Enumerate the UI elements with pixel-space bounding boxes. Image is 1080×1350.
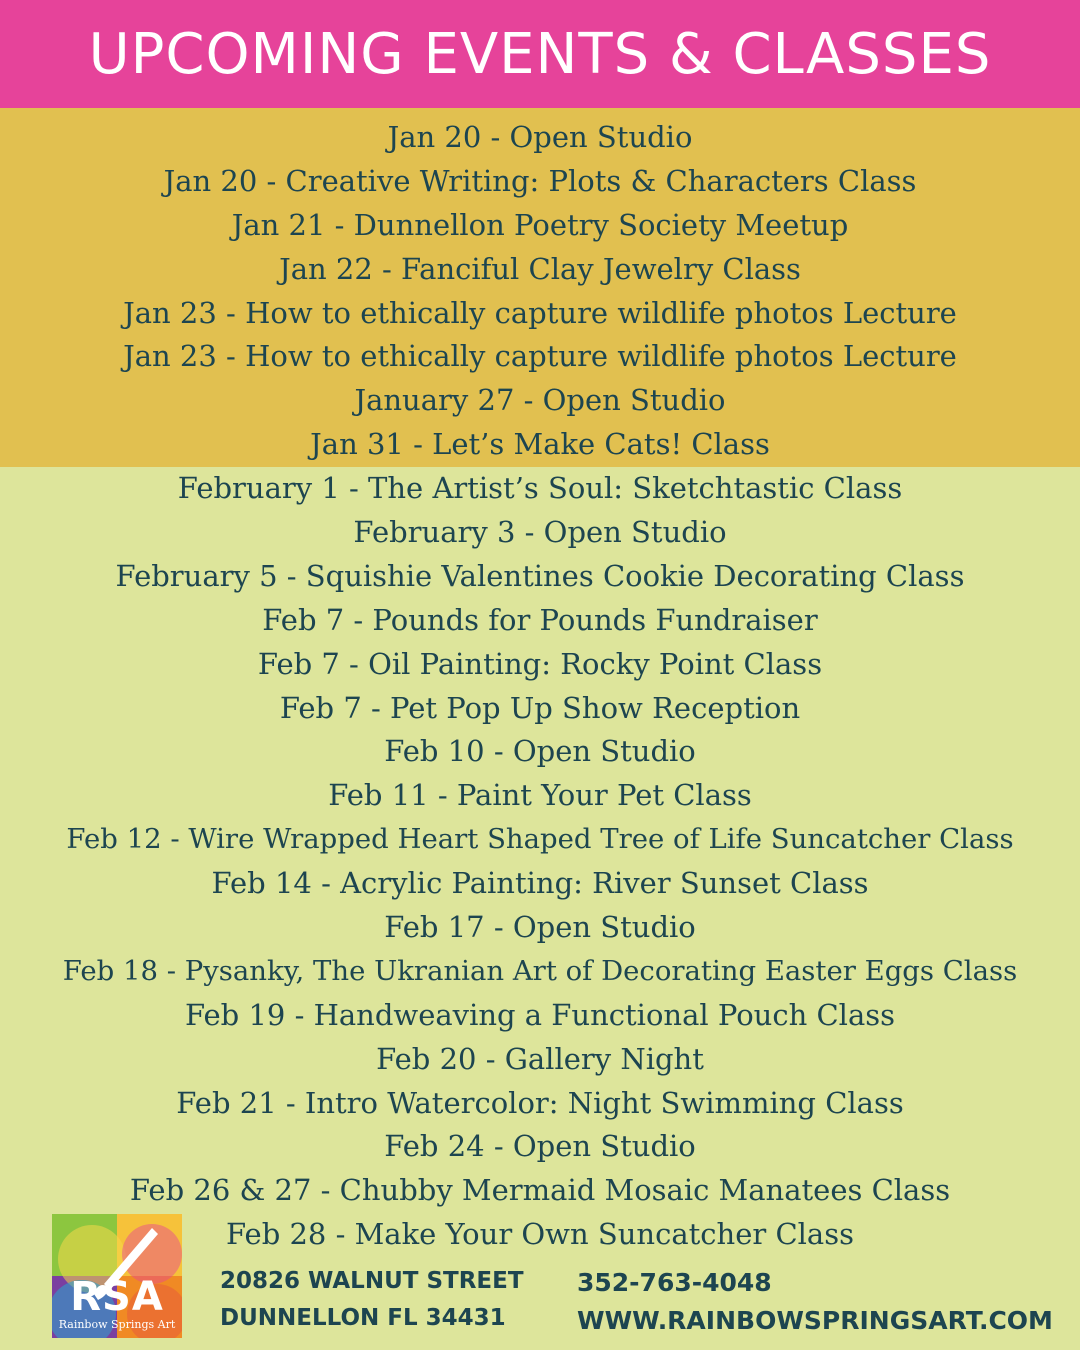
event-item: Jan 21 - Dunnellon Poetry Society Meetup xyxy=(231,207,849,242)
event-item: Jan 23 - How to ethically capture wildlife photos Lecture xyxy=(123,339,957,374)
event-item: Jan 22 - Fanciful Clay Jewelry Class xyxy=(279,251,801,286)
event-item: Feb 7 - Pounds for Pounds Fundraiser xyxy=(262,602,818,637)
event-item: Feb 26 & 27 - Chubby Mermaid Mosaic Manatees Class xyxy=(129,1173,951,1208)
address-line-1: 20826 WALNUT STREET xyxy=(220,1268,524,1294)
event-item: Feb 7 - Pet Pop Up Show Reception xyxy=(279,690,801,725)
event-item: Feb 19 - Handweaving a Functional Pouch Class xyxy=(184,997,896,1032)
event-item: January 27 - Open Studio xyxy=(354,383,726,418)
event-item: Feb 17 - Open Studio xyxy=(384,910,696,945)
event-item: Feb 10 - Open Studio xyxy=(384,734,696,769)
event-item: Feb 28 - Make Your Own Suncatcher Class xyxy=(226,1217,854,1252)
event-item: Jan 31 - Let’s Make Cats! Class xyxy=(310,427,770,462)
event-item: February 5 - Squishie Valentines Cookie Decorating Class xyxy=(115,558,965,593)
event-item: Feb 18 - Pysanky, The Ukranian Art of Decorating Easter Eggs Class xyxy=(62,954,1018,987)
website-link[interactable]: WWW.RAINBOWSPRINGSART.COM xyxy=(577,1306,1053,1335)
phone-number[interactable]: 352-763-4048 xyxy=(577,1268,772,1297)
events-list xyxy=(0,115,1080,1256)
event-item: Feb 12 - Wire Wrapped Heart Shaped Tree of Life Suncatcher Class xyxy=(66,823,1014,856)
header-banner xyxy=(0,0,1080,108)
address-line-2: DUNNELLON FL 34431 xyxy=(220,1305,506,1331)
page-title: UPCOMING EVENTS & CLASSES xyxy=(88,21,992,87)
logo-initials: RSA xyxy=(70,1274,164,1320)
event-item: Feb 20 - Gallery Night xyxy=(376,1041,704,1076)
event-item: Feb 7 - Oil Painting: Rocky Point Class xyxy=(257,646,823,681)
event-item: Feb 11 - Paint Your Pet Class xyxy=(328,778,752,813)
event-item: Jan 23 - How to ethically capture wildlife photos Lecture xyxy=(123,295,957,330)
event-item: February 3 - Open Studio xyxy=(353,515,727,550)
event-item: February 1 - The Artist’s Soul: Sketchtastic Class xyxy=(177,471,903,506)
rsa-logo xyxy=(52,1214,182,1338)
event-item: Feb 21 - Intro Watercolor: Night Swimming Class xyxy=(176,1085,904,1120)
logo-name: Rainbow Springs Art xyxy=(58,1318,176,1331)
event-item: Feb 24 - Open Studio xyxy=(384,1129,696,1164)
event-item: Jan 20 - Creative Writing: Plots & Characters Class xyxy=(163,163,917,198)
event-item: Jan 20 - Open Studio xyxy=(387,120,693,154)
event-item: Feb 14 - Acrylic Painting: River Sunset Class xyxy=(211,866,869,901)
